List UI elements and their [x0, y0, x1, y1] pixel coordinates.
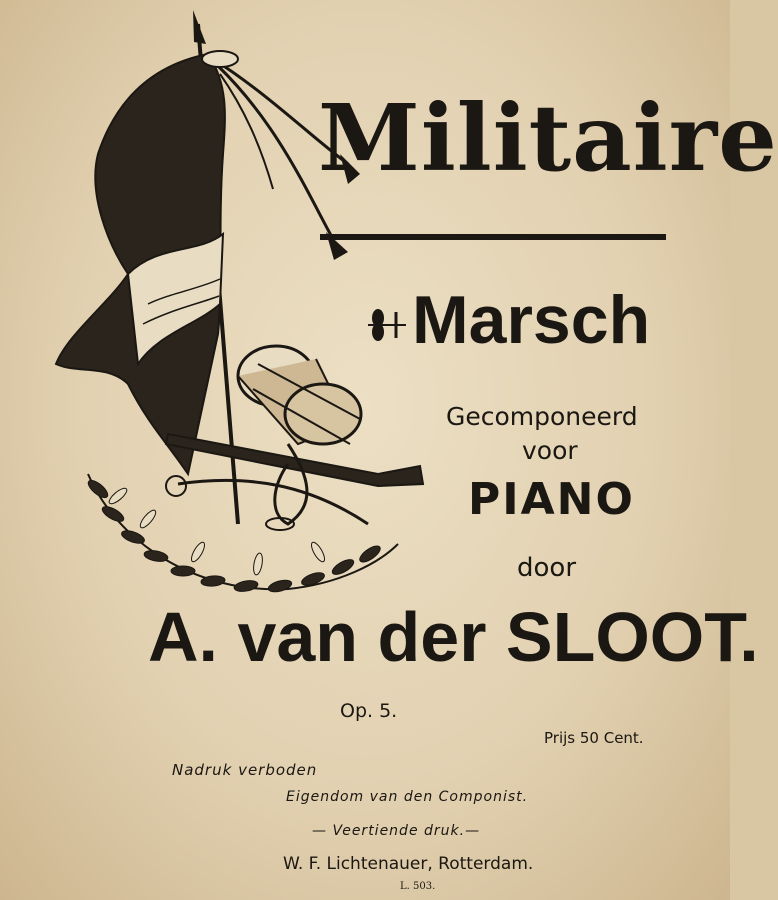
plate-number: L. 503. — [400, 881, 436, 892]
ownership-notice: Eigendom van den Componist. — [286, 789, 529, 805]
for-word: voor — [522, 436, 578, 465]
publisher-line: W. F. Lichtenauer, Rotterdam. — [283, 854, 534, 874]
fleuron-ornament-icon — [366, 306, 406, 342]
title: Militaire — [318, 84, 778, 192]
subtitle: Marsch — [412, 282, 651, 358]
composed-line: Gecomponeerd — [446, 402, 638, 431]
laurel-wreath-icon — [86, 474, 398, 594]
instrument-name: PIANO — [468, 474, 635, 525]
edition-label: — Veertiende druk.— — [312, 823, 481, 839]
composer-name: A. van der SLOOT. — [148, 598, 759, 676]
opus-number: Op. 5. — [340, 700, 398, 722]
by-word: door — [517, 553, 577, 583]
drum-icon — [238, 346, 361, 444]
reprint-notice: Nadruk verboden — [172, 761, 318, 779]
title-underline — [320, 234, 666, 240]
price-label: Prijs 50 Cent. — [544, 729, 644, 747]
sabre-icon — [166, 476, 368, 524]
rifle-icon — [166, 434, 423, 486]
